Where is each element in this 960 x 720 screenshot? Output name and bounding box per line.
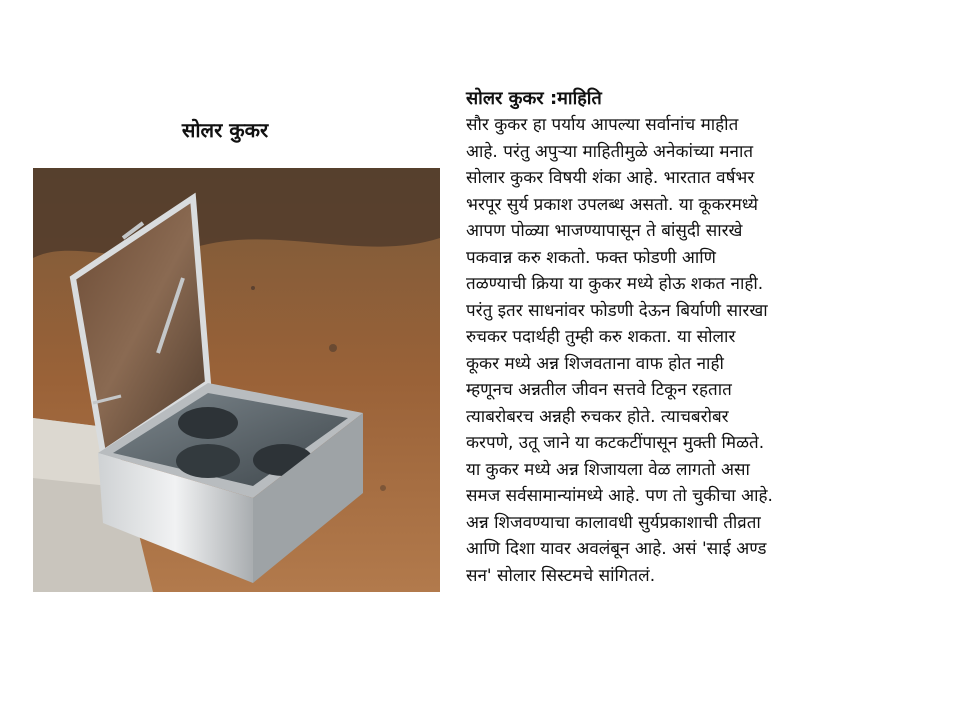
- article-line: समज सर्वसामान्यांमध्ये आहे. पण तो चुकीचा आहे.: [466, 486, 773, 506]
- article-line: भरपूर सुर्य प्रकाश उपलब्ध असतो. या कूकरमध्ये: [466, 194, 758, 215]
- article-line: तळण्याची क्रिया या कुकर मध्ये होऊ शकत नाही.: [466, 274, 764, 294]
- solar-cooker-photo: [33, 168, 440, 592]
- article-line: करपणे, उतू जाने या कटकटींपासून मुक्ती मिळते.: [466, 433, 765, 453]
- article-line: सोलार कुकर विषयी शंका आहे. भारतात वर्षभर: [466, 168, 755, 188]
- article-line: पकवान्न करु शकतो. फक्त फोडणी आणि: [466, 247, 716, 268]
- article-line: सौर कुकर हा पर्याय आपल्या सर्वानांच माहीत: [466, 115, 739, 135]
- article-title: सोलर कुकर :माहिति: [466, 88, 602, 109]
- photo-caption-title: सोलर कुकर: [181, 118, 269, 142]
- article-line: म्हणूनच अन्नतील जीवन सत्तवे टिकून रहतात: [466, 380, 732, 400]
- article-line: आणि दिशा यावर अवलंबून आहे. असं 'साई अण्ड: [466, 539, 767, 559]
- article-line: या कुकर मध्ये अन्न शिजायला वेळ लागतो असा: [466, 459, 750, 480]
- article-line: सन' सोलार सिस्टमचे सांगितलं.: [466, 565, 656, 586]
- article: [466, 86, 936, 589]
- article-line: आहे. परंतु अपुऱ्या माहितीमुळे अनेकांच्या मनात: [466, 141, 754, 162]
- article-line: त्याबरोबरच अन्नही रुचकर होते. त्याचबरोबर: [466, 406, 729, 427]
- article-line: अन्न शिजवण्याचा कालावधी सुर्यप्रकाशाची तीव्रता: [466, 512, 761, 533]
- article-line: कूकर मध्ये अन्न शिजवताना वाफ होत नाही: [466, 353, 724, 374]
- article-line: आपण पोळ्या भाजण्यापासून ते बांसुदी सारखे: [466, 221, 743, 241]
- article-line: परंतु इतर साधनांवर फोडणी देऊन बिर्याणी सारखा: [466, 300, 768, 321]
- article-line: रुचकर पदार्थही तुम्ही करु शकता. या सोलार: [466, 327, 736, 347]
